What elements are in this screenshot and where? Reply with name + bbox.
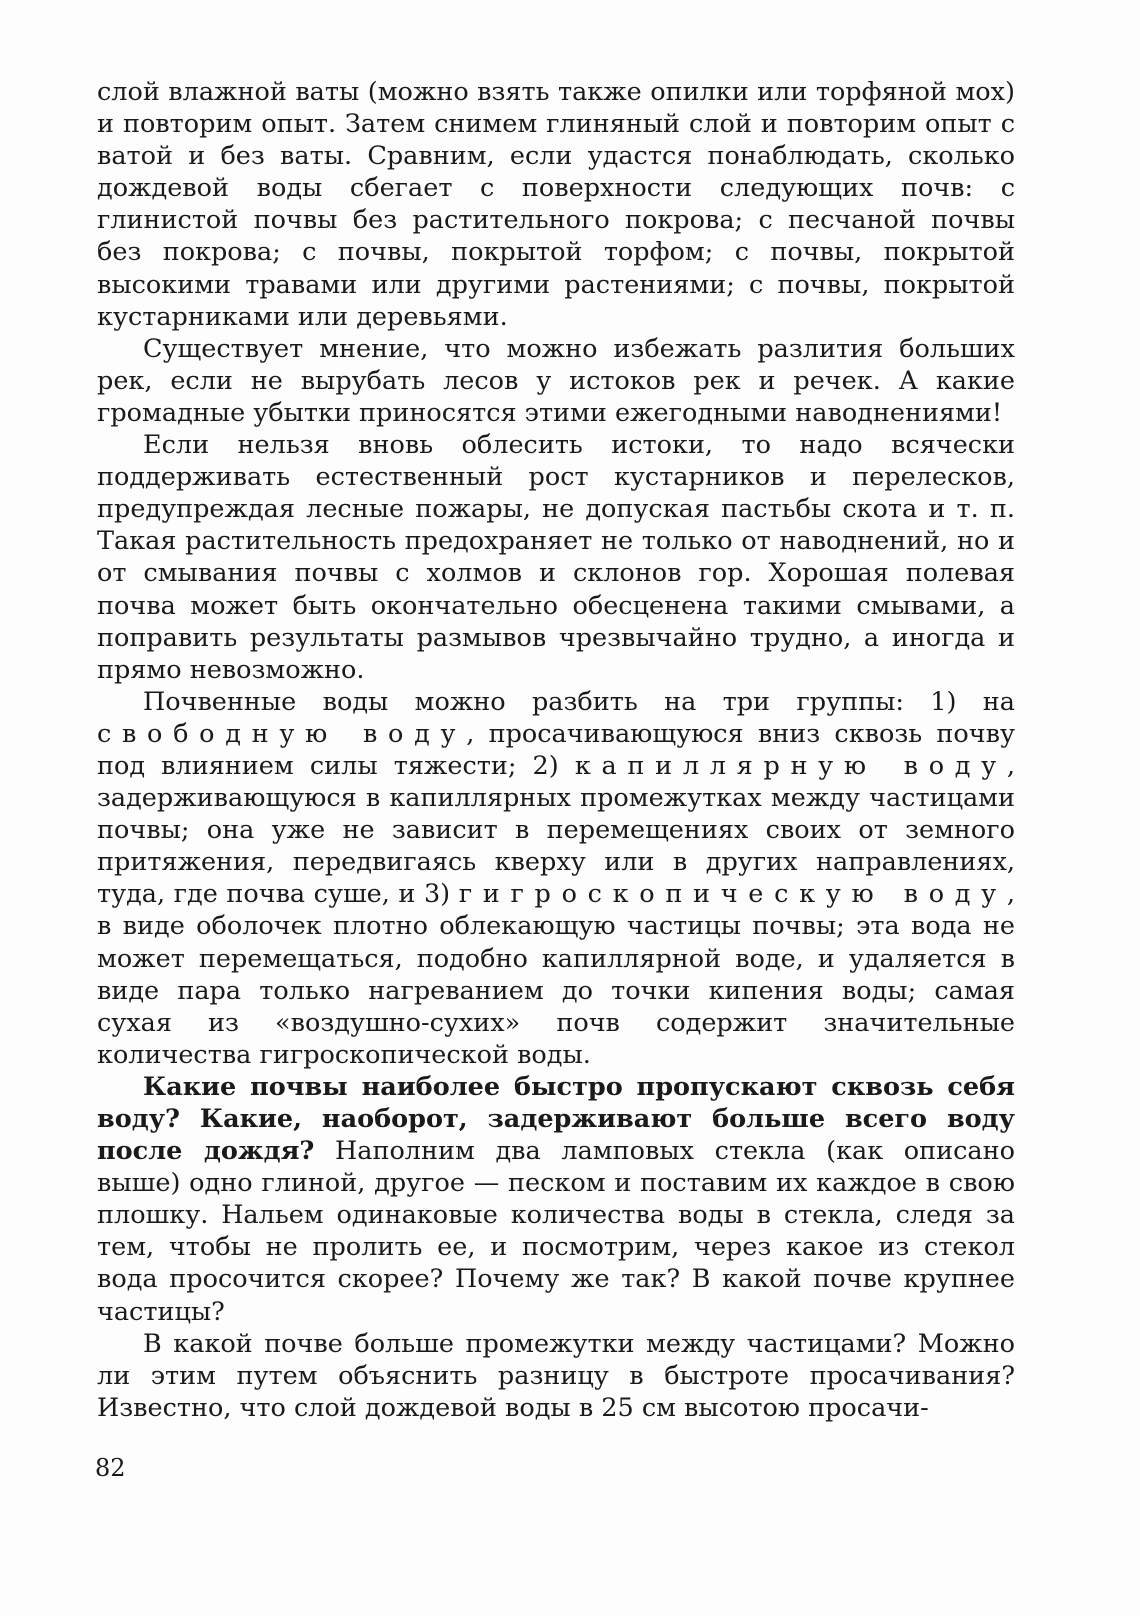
paragraph-4-text-d: , в виде оболочек плотно облекающую частицы почвы; эта вода не может перемещаться, подобно капиллярной воде, и удаляется в виде пара только нагреванием до точки кипения воды; самая сухая из «воздушно-сухих» почв содержит значительные количества гигроскопической воды.: [97, 879, 1015, 1070]
paragraph-2-text: Существует мнение, что можно избежать разлития больших рек, если не вырубать лесов у истоков рек и речек. А какие громадные убытки приносятся этими ежегодными наводнениями!: [97, 333, 1015, 428]
paragraph-1: [97, 76, 1015, 333]
paragraph-5-question: Какие почвы наиболее быстро пропускают сквозь себя воду? Какие, наоборот, задерживают больше всего воду после дождя?: [97, 1071, 1015, 1167]
paragraph-3: [97, 429, 1015, 686]
term-free-water: свободную воду: [97, 718, 467, 749]
paragraph-4: [97, 686, 1015, 1071]
page-number: 82: [95, 1454, 126, 1482]
paragraph-3-text: Если нельзя вновь облесить истоки, то надо всячески поддерживать естественный рост кустарников и перелесков, предупреждая лесные пожары, не допуская пастьбы скота и т. п. Такая растительность предохраняет не только от наводнений, но и от смывания почвы с холмов и склонов гор. Хорошая полевая почва может быть окончательно обесценена такими смывами, а поправить результаты размывов чрезвычайно трудно, а иногда и прямо невозможно.: [97, 430, 1015, 685]
term-capillary-water: капиллярную воду: [574, 750, 1007, 781]
paragraph-6: [97, 1328, 1015, 1424]
text-column: [97, 76, 1015, 1424]
paragraph-5-text: Наполним два ламповых стекла (как описано выше) одно глиной, другое — песком и поставим их каждое в свою плошку. Нальем одинаковые количества воды в стекла, следя за тем, чтобы не пролить ее, и посмотрим, через какое из стекол вода просочится скорее? Почему же так? В какой почве крупнее частицы?: [97, 1136, 1015, 1327]
paragraph-4-text-b: , просачивающуюся вниз сквозь почву под влиянием силы тяжести; 2): [97, 718, 1015, 781]
term-hygroscopic-water: гигроскопическую воду: [458, 879, 1007, 910]
paragraph-2: [97, 333, 1015, 429]
paragraph-1-text: слой влажной ваты (можно взять также опилки или торфяной мох) и повторим опыт. Затем снимем глиняный слой и повторим опыт с ватой и без ваты. Сравним, если удастся понаблюдать, сколько дождевой воды сбегает с поверхности следующих почв: с глинистой почвы без растительного покрова; с песчаной почвы без покрова; с почвы, покрытой торфом; с почвы, покрытой высокими травами или другими растениями; с почвы, покрытой кустарниками или деревьями.: [97, 77, 1015, 332]
paragraph-6-text: В какой почве больше промежутки между частицами? Можно ли этим путем объяснить разницу в быстроте просачивания? Известно, что слой дождевой воды в 25 см высотою просачи-: [97, 1328, 1015, 1423]
paragraph-5: [97, 1071, 1015, 1328]
paragraph-4-text-a: Почвенные воды можно разбить на три группы: 1) на: [143, 686, 1015, 717]
paragraph-4-text-c: , задерживающуюся в капиллярных промежутках между частицами почвы; она уже не зависит в перемещениях своих от земного притяжения, передвигаясь кверху или в других направлениях, туда, где почва суше, и 3): [97, 750, 1015, 910]
